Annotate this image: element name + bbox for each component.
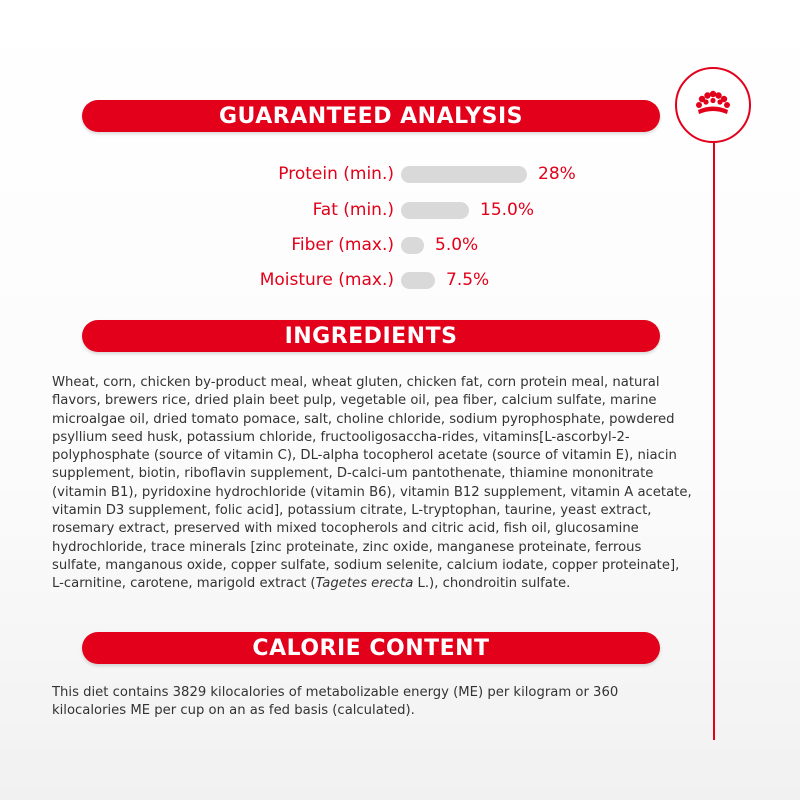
guaranteed-analysis-title: GUARANTEED ANALYSIS xyxy=(219,103,523,129)
calorie-content-title: CALORIE CONTENT xyxy=(252,635,490,661)
analysis-bar xyxy=(401,202,469,219)
analysis-bar xyxy=(401,272,435,289)
ingredients-text-main: Wheat, corn, chicken by-product meal, wheat gluten, chicken fat, corn protein meal, natural flavors, brewers rice, dried plain beet pulp, vegetable oil, pea fiber, calcium sulfate, marine microalgae oil, dried tomato pomace, salt, choline chloride, sodium pyrophosphate, powdered psyllium seed husk, potassium chloride, fructooligosaccha-rides, vitamins[L-ascorbyl-2-polyphosphate (source of vitamin C), DL-alpha tocopherol acetate (source of vitamin E), niacin supplement, biotin, riboflavin supplement, D-calci-um pantothenate, thiamine mononitrate (vitamin B1), pyridoxine hydrochloride (vitamin B6), vitamin B12 supplement, vitamin A acetate, vitamin D3 supplement, folic acid], potassium citrate, L-tryptophan, taurine, yeast extract, rosemary extract, preserved with mixed tocopherols and citric acid, fish oil, glucosamine hydrochloride, trace minerals [zinc proteinate, zinc oxide, manganese proteinate, ferrous sulfate, manganous oxide, copper sulfate, sodium selenite, calcium iodate, copper proteinate], L-carnitine, carotene, marigold extract ( xyxy=(52,375,692,592)
brand-logo xyxy=(675,67,751,143)
ingredients-header xyxy=(82,320,660,352)
analysis-label: Fat (min.) xyxy=(312,200,394,220)
analysis-row-fat xyxy=(0,197,800,223)
ingredients-text-italic: Tagetes erecta xyxy=(315,576,414,592)
analysis-value: 7.5% xyxy=(446,270,490,290)
crown-icon xyxy=(677,69,749,141)
analysis-row-moisture xyxy=(0,267,800,293)
calorie-content-header xyxy=(82,632,660,664)
analysis-row-fiber xyxy=(0,232,800,258)
ingredients-title: INGREDIENTS xyxy=(284,323,458,349)
analysis-label: Moisture (max.) xyxy=(259,270,394,290)
calorie-content-text: This diet contains 3829 kilocalories of metabolizable energy (ME) per kilogram or 360 kilocalories ME per cup on an as fed basis (calculated). xyxy=(52,685,619,719)
analysis-value: 28% xyxy=(538,164,576,184)
analysis-bar xyxy=(401,237,424,254)
analysis-value: 5.0% xyxy=(435,235,479,255)
guaranteed-analysis-header xyxy=(82,100,660,132)
analysis-row-protein xyxy=(0,161,800,187)
analysis-label: Protein (min.) xyxy=(278,164,394,184)
ingredients-text-end: L.), chondroitin sulfate. xyxy=(413,576,571,592)
analysis-value: 15.0% xyxy=(480,200,535,220)
decorative-vertical-line xyxy=(713,143,715,740)
ingredients-text xyxy=(52,374,692,594)
analysis-bar xyxy=(401,166,527,183)
analysis-label: Fiber (max.) xyxy=(291,235,394,255)
